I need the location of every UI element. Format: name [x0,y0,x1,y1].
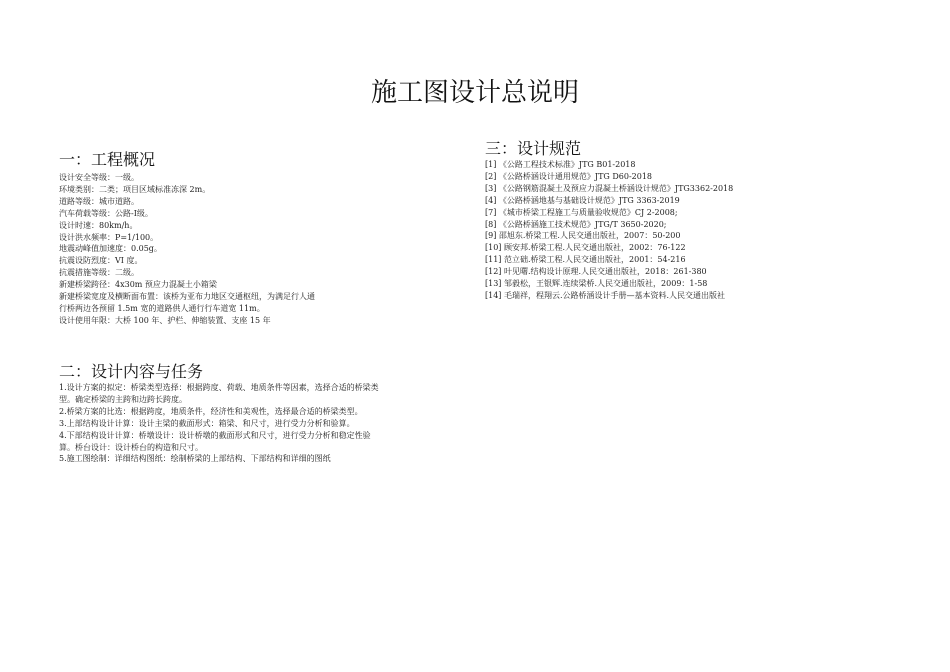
reference-item: [7] 《城市桥梁工程施工与质量验收规范》CJ 2-2008; [485,207,678,217]
page-title: 施工图设计总说明 [370,78,579,108]
task-item: 2.桥梁方案的比选：根据跨度，地质条件，经济性和美观性，选择最合适的桥梁类型。 [59,406,363,416]
reference-item: [9] 邵旭东.桥梁工程.人民交通出版社，2007：50-200 [485,231,681,241]
reference-item: [12] 叶见曙.结构设计原理.人民交通出版社，2018：261-380 [485,267,707,277]
reference-item: [4] 《公路桥涵地基与基础设计规范》JTG 3363-2019 [485,195,680,205]
overview-line: 道路等级：城市道路。 [59,196,139,206]
reference-item: [11] 范立础.桥梁工程.人民交通出版社，2001：54-216 [485,255,686,265]
overview-line: 汽车荷载等级：公路-I级。 [59,208,153,218]
reference-item: [1] 《公路工程技术标准》JTG B01-2018 [485,160,636,169]
task-item: 4.下部结构设计计算：桥墩设计：设计桥墩的截面形式和尺寸，进行受力分析和稳定性验算。桥台设计：设计桥台的构造和尺寸。 [59,430,371,452]
reference-item: [2] 《公路桥涵设计通用规范》JTG D60-2018 [485,171,653,181]
reference-item: [10] 顾安邦.桥梁工程.人民交通出版社，2002：76-122 [485,243,686,253]
overview-line: 设计洪水频率：P=1/100。 [59,232,159,242]
overview-line: 地震动峰值加速度：0.05g。 [59,244,162,254]
overview-line: 新建桥梁跨径：4x30m 预应力混凝土小箱梁 [59,280,217,290]
reference-item: [13] 邹毅松，王银辉.连续梁桥.人民交通出版社，2009：1-58 [485,279,708,289]
reference-item: [8] 《公路桥涵施工技术规范》JTG/T 3650-2020; [485,219,667,229]
task-item: 1.设计方案的拟定：桥梁类型选择：根据跨度、荷载、地质条件等因素，选择合适的桥梁类型。确定桥梁的主跨和边跨长跨度。 [59,383,379,404]
design-tasks-list [59,382,379,465]
section-heading-design-codes: 三：设计规范 [485,139,582,158]
reference-item: [3] 《公路钢筋混凝土及预应力混凝土桥涵设计规范》JTG3362-2018 [485,183,734,193]
reference-item: [14] 毛瑞祥，程翔云.公路桥涵设计手册—基本资料.人民交通出版社 [485,290,726,300]
overview-line: 抗震设防烈度：VI 度。 [59,256,143,266]
project-overview-list [59,172,389,327]
overview-line: 新建桥梁宽度及横断面布置：该桥为亚布力地区交通枢纽，为满足行人通 [59,292,315,302]
section-heading-project-overview: 一：工程概况 [59,150,156,169]
section-heading-design-tasks: 二：设计内容与任务 [59,362,204,381]
overview-line: 设计时速：80km/h。 [59,220,138,230]
overview-line: 设计使用年限：大桥 100 年、护栏、伸缩装置、支座 15 年 [59,315,271,325]
overview-line: 环境类别：二类；项目区域标准冻深 2m。 [59,184,211,194]
overview-line: 行桥两边各预留 1.5m 宽的道路供人通行行车道宽 11m。 [59,303,265,313]
overview-line: 设计安全等级：一级。 [59,173,139,182]
overview-line: 抗震措施等级：二级。 [59,268,139,278]
task-item: 5.施工图绘制：详细结构图纸：绘制桥梁的上部结构、下部结构和详细的图纸 [59,454,331,464]
design-codes-list [485,159,765,302]
task-item: 3.上部结构设计计算：设计主梁的截面形式：箱梁、和尺寸，进行受力分析和验算。 [59,418,355,428]
